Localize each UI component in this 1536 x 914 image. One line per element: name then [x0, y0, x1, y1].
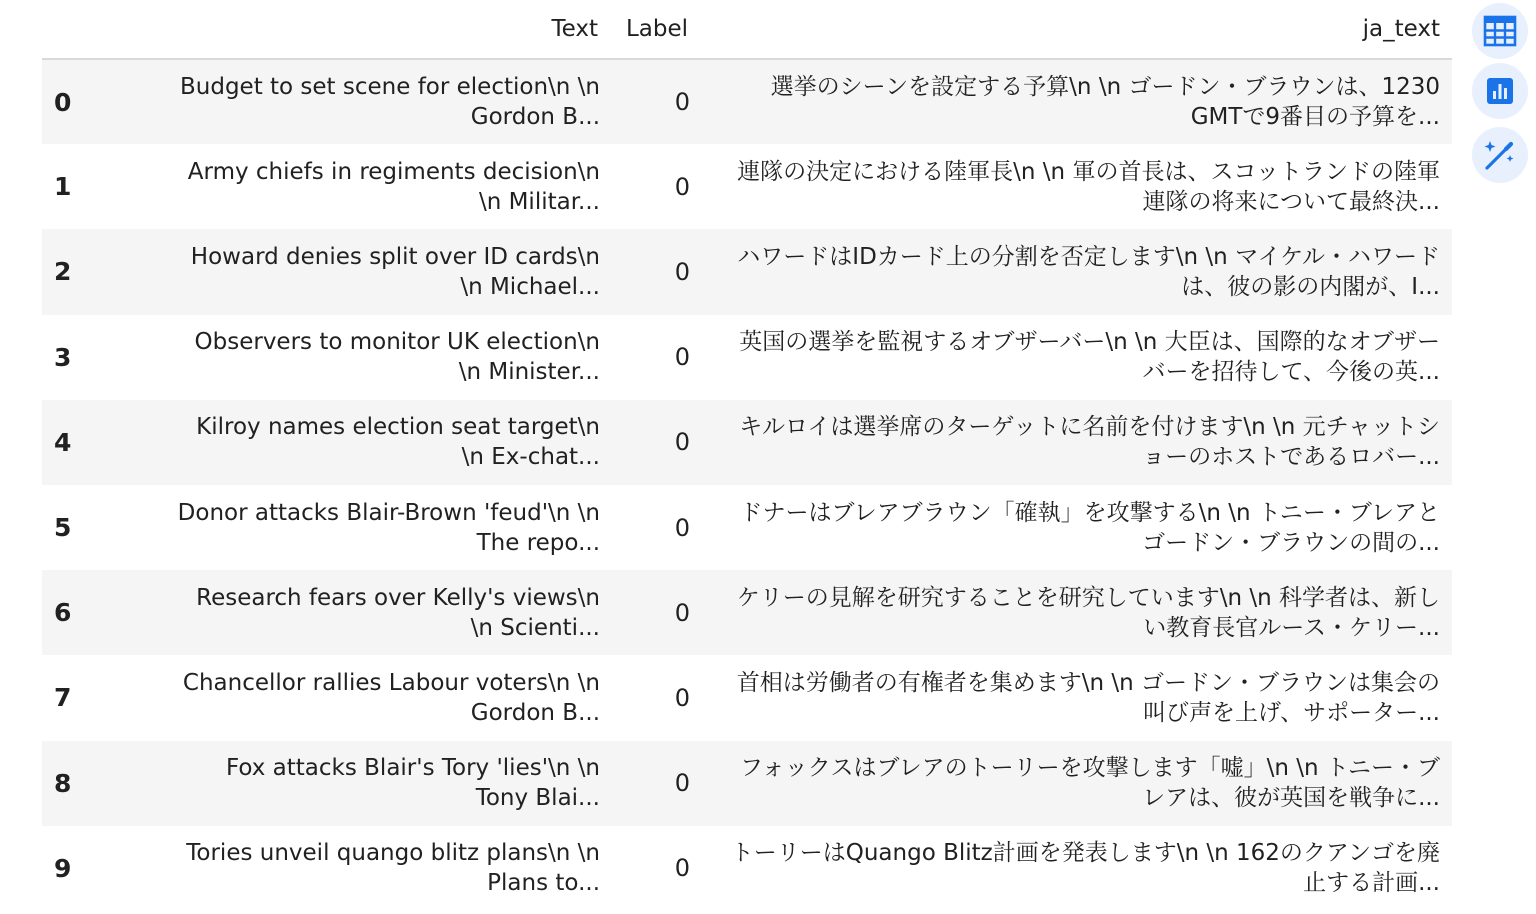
header-row [42, 0, 1452, 59]
text-cell-line: \n Ex-chat... [461, 444, 600, 471]
ja-text-cell-line: ドナーはブレアブラウン「確執」を攻撃する\n \n トニー・ブレアと [739, 499, 1440, 526]
row-index: 7 [54, 683, 72, 713]
text-cell [90, 315, 610, 400]
convert-to-interactive-table-button[interactable] [1472, 3, 1528, 59]
ja-text-cell-line: トーリーはQuango Blitz計画を発表します\n \n 162のクアンゴを廃 [730, 840, 1440, 867]
ja-text-cell-line: ゴードン・ブラウンの間の... [1142, 529, 1440, 556]
index-header [42, 0, 90, 59]
label-cell: 0 [674, 172, 690, 201]
ja-text-cell-line: 選挙のシーンを設定する予算\n \n ゴードン・ブラウンは、1230 [770, 74, 1440, 101]
label-cell: 0 [674, 428, 690, 457]
row-index: 4 [54, 427, 72, 457]
table-row [42, 826, 1452, 911]
table-row [42, 144, 1452, 229]
label-cell: 0 [674, 257, 690, 286]
text-cell-line: Tony Blai... [475, 785, 600, 812]
text-cell-line: Howard denies split over ID cards\n [190, 243, 600, 270]
text-cell-line: Plans to... [487, 870, 600, 897]
text-cell-line: Army chiefs in regiments decision\n [187, 158, 600, 185]
label-cell: 0 [674, 343, 690, 372]
column-header-label: Label [610, 0, 700, 59]
ja-text-cell [700, 144, 1452, 229]
ja-text-cell-line: 叫び声を上げ、サポーター... [1142, 699, 1440, 726]
ja-text-cell-line: は、彼の影の内閣が、I... [1181, 273, 1440, 300]
text-cell [90, 826, 610, 911]
label-cell: 0 [674, 769, 690, 798]
ja-text-cell-line: GMTで9番目の予算を... [1190, 104, 1440, 131]
row-index: 2 [54, 257, 72, 287]
label-cell: 0 [674, 513, 690, 542]
ja-text-cell-line: ケリーの見解を研究することを研究しています\n \n 科学者は、新し [736, 584, 1440, 611]
label-cell: 0 [674, 88, 690, 117]
text-cell-line: Observers to monitor UK election\n [194, 329, 600, 356]
ja-text-cell-line: バーを招待して、今後の英... [1142, 359, 1440, 386]
ja-text-cell [700, 400, 1452, 485]
column-header-text: Text [90, 0, 610, 59]
text-cell-line: Budget to set scene for election\n \n [179, 74, 600, 101]
table-row [42, 655, 1452, 740]
ja-text-cell [700, 485, 1452, 570]
text-cell-line: \n Michael... [460, 273, 600, 300]
ja-text-cell [700, 826, 1452, 911]
row-index: 5 [54, 513, 72, 543]
ja-text-cell-line: 連隊の将来について最終決... [1142, 188, 1440, 215]
table-row [42, 741, 1452, 826]
row-index: 8 [54, 768, 72, 798]
text-cell [90, 229, 610, 314]
table-row [42, 485, 1452, 570]
label-cell: 0 [674, 683, 690, 712]
text-cell [90, 400, 610, 485]
ja-text-cell-line: ョーのホストであるロバー... [1142, 444, 1440, 471]
text-cell [90, 485, 610, 570]
row-index: 1 [54, 172, 72, 202]
ja-text-cell-line: 止する計画... [1303, 870, 1440, 897]
ja-text-cell-line: キルロイは選挙席のターゲットに名前を付けます\n \n 元チャットシ [739, 414, 1440, 441]
text-cell-line: Gordon B... [470, 699, 600, 726]
text-cell-line: \n Militar... [478, 188, 600, 215]
text-cell [90, 144, 610, 229]
ja-text-cell-line: 英国の選挙を監視するオブザーバー\n \n 大臣は、国際的なオブザー [739, 329, 1440, 356]
ja-text-cell-line: い教育長官ルース・ケリー... [1143, 614, 1440, 641]
row-index: 9 [54, 853, 72, 883]
text-cell-line: Kilroy names election seat target\n [196, 414, 600, 441]
chart-icon [1485, 76, 1515, 106]
ja-text-cell [700, 229, 1452, 314]
suggest-charts-button[interactable] [1472, 63, 1528, 119]
ja-text-cell [700, 570, 1452, 655]
ja-text-cell-line: レアは、彼が英国を戦争に... [1142, 785, 1440, 812]
ja-text-cell [700, 655, 1452, 740]
dataframe-table [42, 0, 1452, 911]
row-index: 3 [54, 342, 72, 372]
text-cell-line: \n Scienti... [470, 614, 600, 641]
text-cell-line: Tories unveil quango blitz plans\n \n [186, 840, 600, 867]
text-cell [90, 570, 610, 655]
row-index: 0 [54, 87, 72, 117]
text-cell-line: Gordon B... [470, 104, 600, 131]
ja-text-cell [700, 741, 1452, 826]
text-cell [90, 741, 610, 826]
ja-text-cell-line: 首相は労働者の有権者を集めます\n \n ゴードン・ブラウンは集会の [736, 669, 1440, 696]
text-cell-line: Chancellor rallies Labour voters\n \n [182, 669, 600, 696]
ja-text-cell [700, 59, 1452, 144]
table-row [42, 59, 1452, 144]
text-cell-line: Fox attacks Blair's Tory 'lies'\n \n [225, 755, 600, 782]
ja-text-cell-line: 連隊の決定における陸軍長\n \n 軍の首長は、スコットランドの陸軍 [737, 158, 1440, 185]
text-cell-line: \n Minister... [458, 359, 600, 386]
magic-wand-icon [1482, 137, 1518, 173]
text-cell-line: Donor attacks Blair-Brown 'feud'\n \n [177, 499, 600, 526]
column-header-ja-text: ja_text [700, 0, 1452, 59]
ja-text-cell [700, 315, 1452, 400]
ja-text-cell-line: ハワードはIDカード上の分割を否定します\n \n マイケル・ハワード [737, 243, 1440, 270]
table-icon [1483, 14, 1517, 48]
table-row [42, 229, 1452, 314]
text-cell-line: The repo... [476, 529, 600, 556]
text-cell [90, 59, 610, 144]
label-cell: 0 [674, 854, 690, 883]
ja-text-cell-line: フォックスはブレアのトーリーを攻撃します「嘘」\n \n トニー・ブ [739, 755, 1440, 782]
label-cell: 0 [674, 598, 690, 627]
text-cell-line: Research fears over Kelly's views\n [196, 584, 600, 611]
table-row [42, 570, 1452, 655]
table-row [42, 315, 1452, 400]
row-index: 6 [54, 598, 72, 628]
text-cell [90, 655, 610, 740]
table-row [42, 400, 1452, 485]
generate-code-button[interactable] [1472, 127, 1528, 183]
